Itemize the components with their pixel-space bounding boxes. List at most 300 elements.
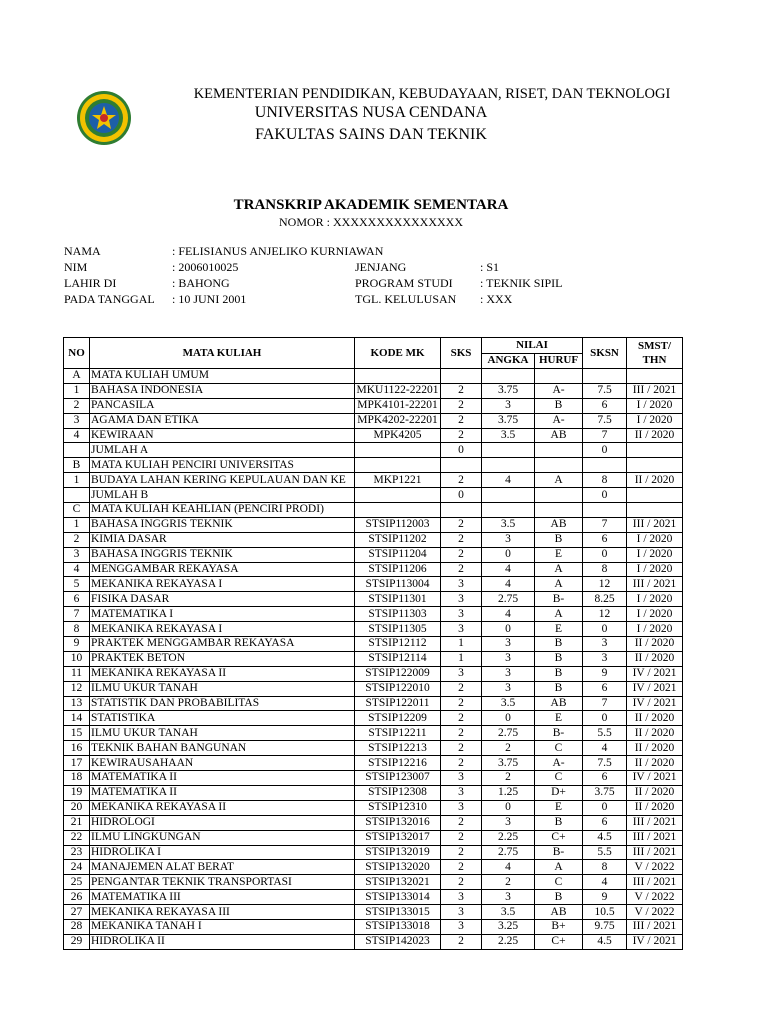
table-row (64, 383, 683, 398)
row-no: 29 (64, 934, 90, 949)
semester-year: II / 2020 (627, 741, 683, 756)
row-no: 2 (64, 532, 90, 547)
semester-year: II / 2020 (627, 637, 683, 652)
row-no: C (64, 503, 90, 518)
course-code: MPK4202-22201 (355, 413, 441, 428)
grade-number: 3.5 (482, 905, 535, 920)
transcript-table (63, 337, 683, 950)
grade-letter (535, 488, 583, 503)
grade-letter: A- (535, 756, 583, 771)
col-header-smst: SMST/ THN (627, 338, 683, 369)
sksn: 0 (583, 488, 627, 503)
row-no: 22 (64, 830, 90, 845)
semester-year: II / 2020 (627, 785, 683, 800)
grade-letter: B- (535, 726, 583, 741)
grade-number: 4 (482, 860, 535, 875)
prodi-label: PROGRAM STUDI (355, 276, 453, 290)
sks: 2 (441, 756, 482, 771)
course-name: MATA KULIAH KEAHLIAN (PENCIRI PRODI) (90, 503, 355, 518)
grade-letter: A (535, 562, 583, 577)
sksn: 0 (583, 443, 627, 458)
course-code: MPK4205 (355, 428, 441, 443)
grade-number (482, 458, 535, 473)
course-code: STSIP122010 (355, 681, 441, 696)
semester-year: V / 2022 (627, 860, 683, 875)
grade-letter: B (535, 637, 583, 652)
course-name: HIDROLIKA II (90, 934, 355, 949)
semester-year: I / 2020 (627, 413, 683, 428)
table-row (64, 845, 683, 860)
sks: 2 (441, 532, 482, 547)
sksn (583, 458, 627, 473)
course-code: STSIP133018 (355, 919, 441, 934)
course-name: HIDROLIKA I (90, 845, 355, 860)
course-code: STSIP11204 (355, 547, 441, 562)
sksn: 12 (583, 607, 627, 622)
sksn: 7 (583, 517, 627, 532)
grade-number: 0 (482, 711, 535, 726)
sksn: 12 (583, 577, 627, 592)
table-row (64, 905, 683, 920)
course-code: STSIP112003 (355, 517, 441, 532)
sksn: 8 (583, 860, 627, 875)
table-row (64, 473, 683, 488)
course-name: MENGGAMBAR REKAYASA (90, 562, 355, 577)
course-code: STSIP12211 (355, 726, 441, 741)
course-code: STSIP132017 (355, 830, 441, 845)
course-name: MATEMATIKA III (90, 890, 355, 905)
grade-number: 3.75 (482, 756, 535, 771)
semester-year: III / 2021 (627, 815, 683, 830)
course-name: KEWIRAUSAHAAN (90, 756, 355, 771)
row-no: 21 (64, 815, 90, 830)
grade-number (482, 443, 535, 458)
sksn: 8 (583, 562, 627, 577)
sks: 2 (441, 741, 482, 756)
grade-letter: B (535, 681, 583, 696)
course-code: STSIP12216 (355, 756, 441, 771)
sks: 3 (441, 592, 482, 607)
sksn: 0 (583, 622, 627, 637)
grade-letter (535, 503, 583, 518)
row-no: 10 (64, 651, 90, 666)
semester-year: V / 2022 (627, 905, 683, 920)
course-name: PANCASILA (90, 398, 355, 413)
semester-year: II / 2020 (627, 428, 683, 443)
col-header-nilai: NILAI (482, 338, 583, 354)
table-row (64, 651, 683, 666)
sks: 2 (441, 398, 482, 413)
course-name: AGAMA DAN ETIKA (90, 413, 355, 428)
sks: 0 (441, 443, 482, 458)
course-name: STATISTIKA (90, 711, 355, 726)
sksn: 7 (583, 696, 627, 711)
sks: 2 (441, 860, 482, 875)
course-name: FISIKA DASAR (90, 592, 355, 607)
semester-year: III / 2021 (627, 577, 683, 592)
course-code (355, 369, 441, 384)
grade-letter: AB (535, 428, 583, 443)
jenjang-label: JENJANG (355, 260, 407, 274)
sksn: 3.75 (583, 785, 627, 800)
course-code: STSIP142023 (355, 934, 441, 949)
semester-year: II / 2020 (627, 800, 683, 815)
course-code: STSIP122011 (355, 696, 441, 711)
table-row (64, 428, 683, 443)
table-row (64, 681, 683, 696)
grade-number: 3 (482, 398, 535, 413)
table-row (64, 443, 683, 458)
course-name: MEKANIKA REKAYASA II (90, 800, 355, 815)
sks (441, 458, 482, 473)
course-code: STSIP12308 (355, 785, 441, 800)
sks: 2 (441, 934, 482, 949)
semester-year (627, 503, 683, 518)
faculty-name: FAKULTAS SAINS DAN TEKNIK (255, 126, 487, 143)
semester-year: I / 2020 (627, 562, 683, 577)
table-row (64, 622, 683, 637)
table-row (64, 860, 683, 875)
semester-year: III / 2021 (627, 830, 683, 845)
semester-year: I / 2020 (627, 607, 683, 622)
sks: 3 (441, 800, 482, 815)
grade-letter: AB (535, 905, 583, 920)
row-no: 14 (64, 711, 90, 726)
course-code: STSIP12114 (355, 651, 441, 666)
row-no: 25 (64, 875, 90, 890)
nim-value: : 2006010025 (172, 260, 239, 274)
row-no: 1 (64, 517, 90, 532)
sks: 2 (441, 428, 482, 443)
semester-year: IV / 2021 (627, 771, 683, 786)
row-no (64, 443, 90, 458)
grade-number: 3 (482, 532, 535, 547)
row-no: 12 (64, 681, 90, 696)
grade-number: 3 (482, 890, 535, 905)
course-code (355, 443, 441, 458)
lulus-label: TGL. KELULUSAN (355, 292, 457, 306)
sksn: 6 (583, 398, 627, 413)
row-no: 13 (64, 696, 90, 711)
grade-letter: A (535, 860, 583, 875)
semester-year: II / 2020 (627, 473, 683, 488)
semester-year: IV / 2021 (627, 934, 683, 949)
course-code: STSIP113004 (355, 577, 441, 592)
grade-number: 2.75 (482, 592, 535, 607)
grade-letter: B (535, 532, 583, 547)
sksn (583, 503, 627, 518)
sksn: 4 (583, 741, 627, 756)
sksn: 3 (583, 651, 627, 666)
row-no: B (64, 458, 90, 473)
course-name: PENGANTAR TEKNIK TRANSPORTASI (90, 875, 355, 890)
sks: 1 (441, 637, 482, 652)
lulus-value: : XXX (480, 292, 513, 306)
course-code: STSIP12213 (355, 741, 441, 756)
course-name: MATEMATIKA II (90, 771, 355, 786)
sks: 3 (441, 577, 482, 592)
semester-year: II / 2020 (627, 711, 683, 726)
grade-number: 3.75 (482, 383, 535, 398)
grade-letter: E (535, 622, 583, 637)
row-no: 6 (64, 592, 90, 607)
sksn: 5.5 (583, 845, 627, 860)
table-row (64, 517, 683, 532)
table-row (64, 607, 683, 622)
grade-number: 3.75 (482, 413, 535, 428)
table-row (64, 830, 683, 845)
grade-letter: E (535, 800, 583, 815)
grade-letter: B (535, 815, 583, 830)
row-no: 1 (64, 383, 90, 398)
sksn: 9 (583, 890, 627, 905)
sks: 3 (441, 890, 482, 905)
sksn: 6 (583, 681, 627, 696)
grade-number: 2 (482, 771, 535, 786)
course-code: STSIP11305 (355, 622, 441, 637)
sks: 2 (441, 830, 482, 845)
grade-number: 2 (482, 741, 535, 756)
grade-number (482, 503, 535, 518)
course-code: STSIP12112 (355, 637, 441, 652)
grade-number: 3.5 (482, 696, 535, 711)
sksn: 7.5 (583, 383, 627, 398)
course-name: STATISTIK DAN PROBABILITAS (90, 696, 355, 711)
row-no: 9 (64, 637, 90, 652)
grade-number: 0 (482, 547, 535, 562)
semester-year: III / 2021 (627, 919, 683, 934)
sks: 3 (441, 785, 482, 800)
nama-label: NAMA (64, 244, 101, 258)
col-header-kode: KODE MK (355, 338, 441, 369)
sks: 3 (441, 622, 482, 637)
course-name: PRAKTEK MENGGAMBAR REKAYASA (90, 637, 355, 652)
sks: 3 (441, 607, 482, 622)
course-code (355, 503, 441, 518)
ministry-name: KEMENTERIAN PENDIDIKAN, KEBUDAYAAN, RISET, DAN TEKNOLOGI (193, 86, 671, 102)
grade-letter: A (535, 577, 583, 592)
course-code: STSIP132020 (355, 860, 441, 875)
course-name: KIMIA DASAR (90, 532, 355, 547)
course-name: MATA KULIAH PENCIRI UNIVERSITAS (90, 458, 355, 473)
prodi-value: : TEKNIK SIPIL (480, 276, 563, 290)
table-row (64, 800, 683, 815)
sksn: 9 (583, 666, 627, 681)
nim-label: NIM (64, 260, 88, 274)
grade-number: 3 (482, 666, 535, 681)
grade-letter: AB (535, 517, 583, 532)
table-row (64, 741, 683, 756)
course-name: MATEMATIKA II (90, 785, 355, 800)
sks: 3 (441, 905, 482, 920)
table-row (64, 577, 683, 592)
table-row (64, 711, 683, 726)
semester-year: I / 2020 (627, 592, 683, 607)
sks: 2 (441, 473, 482, 488)
sks: 2 (441, 815, 482, 830)
row-no: 20 (64, 800, 90, 815)
sks: 2 (441, 517, 482, 532)
sksn: 7.5 (583, 756, 627, 771)
university-name: UNIVERSITAS NUSA CENDANA (254, 104, 488, 121)
grade-letter (535, 443, 583, 458)
table-row (64, 413, 683, 428)
grade-letter: A- (535, 383, 583, 398)
course-code: STSIP122009 (355, 666, 441, 681)
grade-letter (535, 458, 583, 473)
table-row (64, 398, 683, 413)
col-header-sksn: SKSN (583, 338, 627, 369)
course-name: MANAJEMEN ALAT BERAT (90, 860, 355, 875)
sksn: 4.5 (583, 934, 627, 949)
course-code: STSIP11202 (355, 532, 441, 547)
sksn: 3 (583, 637, 627, 652)
grade-number: 2 (482, 875, 535, 890)
semester-year: III / 2021 (627, 845, 683, 860)
lahir-label: LAHIR DI (64, 276, 117, 290)
row-no: 23 (64, 845, 90, 860)
grade-number: 3 (482, 651, 535, 666)
col-header-mata-kuliah: MATA KULIAH (90, 338, 355, 369)
course-code: STSIP11301 (355, 592, 441, 607)
grade-letter: B (535, 666, 583, 681)
sksn: 0 (583, 711, 627, 726)
semester-year: V / 2022 (627, 890, 683, 905)
course-name: TEKNIK BAHAN BANGUNAN (90, 741, 355, 756)
table-row (64, 934, 683, 949)
table-row (64, 919, 683, 934)
course-code: MPK4101-22201 (355, 398, 441, 413)
row-no: 2 (64, 398, 90, 413)
sksn: 4.5 (583, 830, 627, 845)
lahir-value: : BAHONG (172, 276, 230, 290)
course-name: MATEMATIKA I (90, 607, 355, 622)
sksn: 7 (583, 428, 627, 443)
grade-letter: E (535, 547, 583, 562)
sksn: 8.25 (583, 592, 627, 607)
course-code (355, 458, 441, 473)
row-no: 24 (64, 860, 90, 875)
row-no: 18 (64, 771, 90, 786)
table-row (64, 815, 683, 830)
grade-letter: A- (535, 413, 583, 428)
course-code: STSIP123007 (355, 771, 441, 786)
transcript-rows (64, 369, 683, 950)
sks: 2 (441, 681, 482, 696)
semester-year: I / 2020 (627, 398, 683, 413)
semester-year: IV / 2021 (627, 681, 683, 696)
sks: 1 (441, 651, 482, 666)
grade-letter (535, 369, 583, 384)
table-row (64, 369, 683, 384)
table-row (64, 666, 683, 681)
sksn: 6 (583, 815, 627, 830)
course-name: MEKANIKA TANAH I (90, 919, 355, 934)
grade-number: 0 (482, 622, 535, 637)
course-name: MEKANIKA REKAYASA II (90, 666, 355, 681)
semester-year: I / 2020 (627, 622, 683, 637)
row-no: 1 (64, 473, 90, 488)
sks: 3 (441, 919, 482, 934)
course-name: MEKANIKA REKAYASA III (90, 905, 355, 920)
tanggal-value: : 10 JUNI 2001 (172, 292, 247, 306)
sksn: 0 (583, 547, 627, 562)
semester-year: III / 2021 (627, 517, 683, 532)
grade-letter: A (535, 473, 583, 488)
course-name: ILMU UKUR TANAH (90, 681, 355, 696)
course-name: BAHASA INGGRIS TEKNIK (90, 517, 355, 532)
grade-letter: D+ (535, 785, 583, 800)
sks: 2 (441, 711, 482, 726)
row-no: 17 (64, 756, 90, 771)
grade-letter: B (535, 651, 583, 666)
semester-year (627, 458, 683, 473)
course-name: JUMLAH B (90, 488, 355, 503)
grade-number: 1.25 (482, 785, 535, 800)
sks: 2 (441, 696, 482, 711)
course-code: STSIP12310 (355, 800, 441, 815)
grade-letter: C+ (535, 830, 583, 845)
sks: 2 (441, 547, 482, 562)
course-code: STSIP132021 (355, 875, 441, 890)
grade-number: 2.25 (482, 830, 535, 845)
row-no: 3 (64, 547, 90, 562)
sks: 2 (441, 845, 482, 860)
grade-number: 4 (482, 607, 535, 622)
sksn: 10.5 (583, 905, 627, 920)
course-code: STSIP133015 (355, 905, 441, 920)
grade-number: 2.75 (482, 845, 535, 860)
semester-year (627, 443, 683, 458)
grade-letter: E (535, 711, 583, 726)
sks: 2 (441, 875, 482, 890)
sksn: 7.5 (583, 413, 627, 428)
grade-letter: B (535, 398, 583, 413)
table-row (64, 875, 683, 890)
table-row (64, 785, 683, 800)
table-row (64, 488, 683, 503)
row-no: 11 (64, 666, 90, 681)
course-code: STSIP132016 (355, 815, 441, 830)
grade-letter: AB (535, 696, 583, 711)
col-header-huruf: HURUF (535, 353, 583, 369)
nama-value: : FELISIANUS ANJELIKO KURNIAWAN (172, 244, 384, 258)
semester-year (627, 488, 683, 503)
grade-number: 3.25 (482, 919, 535, 934)
course-code: STSIP12209 (355, 711, 441, 726)
grade-number (482, 488, 535, 503)
grade-letter: B+ (535, 919, 583, 934)
sksn: 5.5 (583, 726, 627, 741)
course-name: MEKANIKA REKAYASA I (90, 577, 355, 592)
semester-year: III / 2021 (627, 383, 683, 398)
row-no: 7 (64, 607, 90, 622)
row-no: 26 (64, 890, 90, 905)
grade-number: 3 (482, 681, 535, 696)
course-code: STSIP11206 (355, 562, 441, 577)
row-no: 3 (64, 413, 90, 428)
col-header-angka: ANGKA (482, 353, 535, 369)
sks: 2 (441, 383, 482, 398)
sks (441, 369, 482, 384)
grade-letter: C (535, 771, 583, 786)
course-name: BUDAYA LAHAN KERING KEPULAUAN DAN KE (90, 473, 355, 488)
sks: 3 (441, 771, 482, 786)
semester-year: II / 2020 (627, 756, 683, 771)
table-row (64, 547, 683, 562)
grade-number (482, 369, 535, 384)
semester-year: III / 2021 (627, 875, 683, 890)
